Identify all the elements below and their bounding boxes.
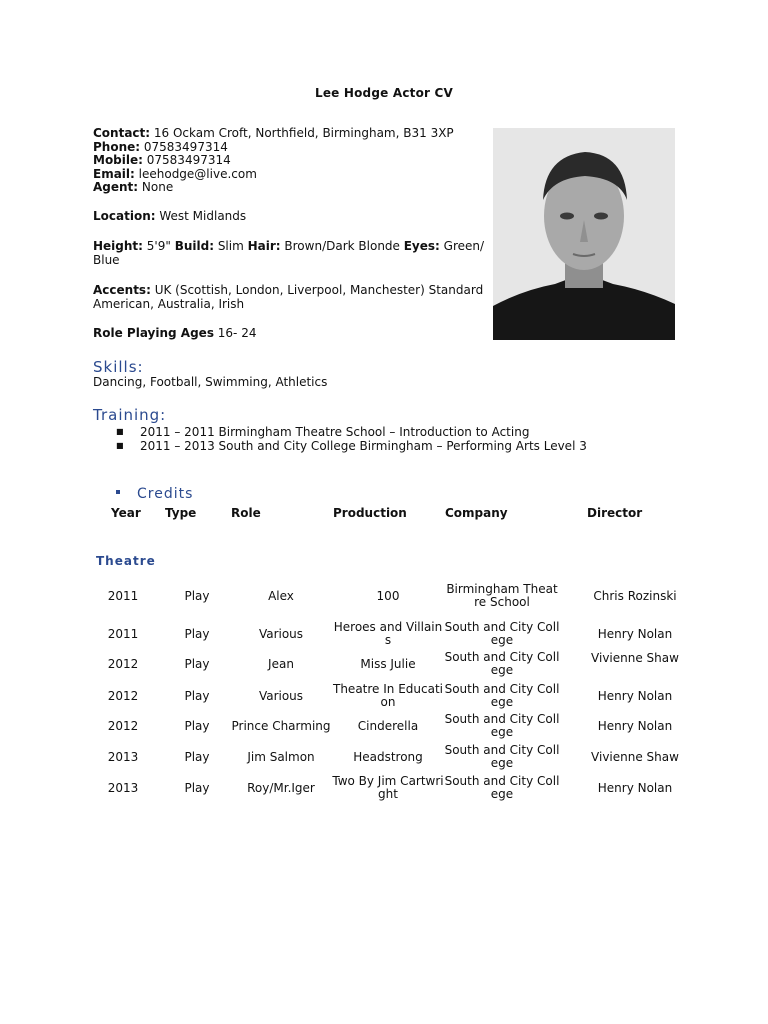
role-ages-label: Role Playing Ages — [93, 326, 214, 340]
email-label: Email: — [93, 166, 135, 181]
build-value: Slim — [214, 239, 248, 253]
contact-label: Contact: — [93, 126, 151, 140]
table-cell-production: Headstrong — [353, 749, 423, 764]
table-cell-year: 2012 — [107, 656, 139, 671]
table-cell-company: South and City College — [444, 712, 560, 739]
table-cell-company: South and City College — [444, 620, 560, 647]
table-cell-director: Vivienne Shaw — [591, 650, 679, 665]
table-cell-role: Jean — [268, 656, 294, 671]
table-cell-director: Henry Nolan — [597, 718, 673, 733]
email-line — [93, 168, 483, 182]
table-cell-director: Chris Rozinski — [593, 588, 677, 603]
build-label: Build: — [174, 239, 214, 253]
location-line — [93, 210, 485, 224]
table-cell-type: Play — [184, 749, 210, 764]
physical-line — [93, 240, 485, 267]
phone-line — [93, 141, 483, 155]
table-cell-type: Play — [184, 626, 210, 641]
agent-line — [93, 181, 483, 195]
table-cell-production: Heroes and Villains — [333, 620, 443, 647]
height-label: Height: — [93, 239, 143, 253]
table-cell-year: 2011 — [107, 588, 139, 603]
column-header-company: Company — [445, 506, 508, 520]
mobile-value: 07583497314 — [142, 153, 231, 167]
table-cell-role: Prince Charming — [231, 718, 331, 733]
eyes-value: Green/ Blue — [93, 239, 485, 267]
table-cell-type: Play — [184, 780, 210, 795]
table-cell-year: 2012 — [107, 688, 139, 703]
table-cell-company: Birmingham Theatre School — [446, 582, 558, 609]
table-cell-year: 2013 — [107, 749, 139, 764]
table-cell-company: South and City College — [444, 743, 560, 770]
email-value: leehodge@live.com — [134, 166, 257, 181]
hair-label: Hair: — [247, 239, 281, 253]
column-header-year: Year — [111, 506, 141, 520]
credits-heading-text: Credits — [137, 486, 194, 502]
list-item — [116, 439, 587, 453]
table-cell-type: Play — [184, 688, 210, 703]
table-cell-company: South and City College — [444, 650, 560, 677]
table-cell-year: 2013 — [107, 780, 139, 795]
mobile-label: Mobile: — [93, 153, 143, 167]
bullet-square-icon: ■ — [116, 441, 124, 450]
table-cell-director: Henry Nolan — [597, 626, 673, 641]
section-label-theatre: Theatre — [96, 554, 156, 568]
table-cell-role: Various — [258, 626, 304, 641]
role-ages-value: 16- 24 — [213, 326, 257, 340]
phone-value: 07583497314 — [140, 139, 228, 154]
table-cell-company: South and City College — [444, 682, 560, 709]
column-header-type: Type — [165, 506, 197, 520]
table-cell-role: Roy/Mr.Iger — [247, 780, 315, 795]
table-cell-director: Henry Nolan — [597, 688, 673, 703]
column-header-director: Director — [587, 506, 643, 520]
contact-line — [93, 127, 483, 141]
bullet-square-icon — [116, 490, 120, 494]
table-cell-role: Jim Salmon — [247, 749, 315, 764]
credits-heading — [116, 486, 193, 502]
skills-text: Dancing, Football, Swimming, Athletics — [93, 375, 328, 389]
accents-value: UK (Scottish, London, Liverpool, Manchester) Standard American, Australia, Irish — [93, 283, 484, 311]
column-header-production: Production — [333, 506, 407, 520]
mobile-line — [93, 154, 483, 168]
table-cell-production: Miss Julie — [360, 656, 416, 671]
table-cell-type: Play — [184, 656, 210, 671]
location-label: Location: — [93, 209, 156, 223]
table-cell-production: Cinderella — [357, 718, 419, 733]
table-cell-year: 2011 — [107, 626, 139, 641]
table-cell-production: Theatre In Education — [333, 682, 443, 709]
phone-label: Phone: — [93, 139, 141, 154]
table-cell-production: 100 — [376, 588, 400, 603]
table-cell-year: 2012 — [107, 718, 139, 733]
table-cell-type: Play — [184, 718, 210, 733]
location-value: West Midlands — [155, 209, 247, 223]
bullet-square-icon: ■ — [116, 427, 124, 436]
role-ages-line — [93, 327, 485, 341]
table-cell-type: Play — [184, 588, 210, 603]
training-heading: Training: — [93, 406, 167, 424]
agent-label: Agent: — [93, 180, 139, 194]
contact-value: 16 Ockam Croft, Northfield, Birmingham, B31 3XP — [150, 126, 454, 140]
headshot-photo — [493, 128, 675, 340]
skills-heading: Skills: — [93, 358, 144, 376]
accents-label: Accents: — [93, 283, 151, 297]
table-cell-director: Vivienne Shaw — [591, 749, 679, 764]
hair-value: Brown/Dark Blonde — [280, 239, 404, 253]
contact-block — [93, 127, 483, 195]
list-item — [116, 425, 587, 439]
training-item: 2011 – 2013 South and City College Birmingham – Performing Arts Level 3 — [140, 439, 587, 453]
table-cell-role: Alex — [268, 588, 294, 603]
table-cell-role: Various — [258, 688, 304, 703]
accents-line — [93, 284, 485, 311]
training-item: 2011 – 2011 Birmingham Theatre School – Introduction to Acting — [140, 425, 530, 439]
agent-value: None — [138, 180, 174, 194]
training-list — [116, 425, 587, 453]
table-cell-company: South and City College — [444, 774, 560, 801]
eyes-label: Eyes: — [403, 239, 440, 253]
table-cell-production: Two By Jim Cartwright — [332, 774, 444, 801]
height-value: 5'9" — [142, 239, 175, 253]
table-cell-director: Henry Nolan — [597, 780, 673, 795]
document-title: Lee Hodge Actor CV — [314, 86, 454, 100]
column-header-role: Role — [231, 506, 261, 520]
